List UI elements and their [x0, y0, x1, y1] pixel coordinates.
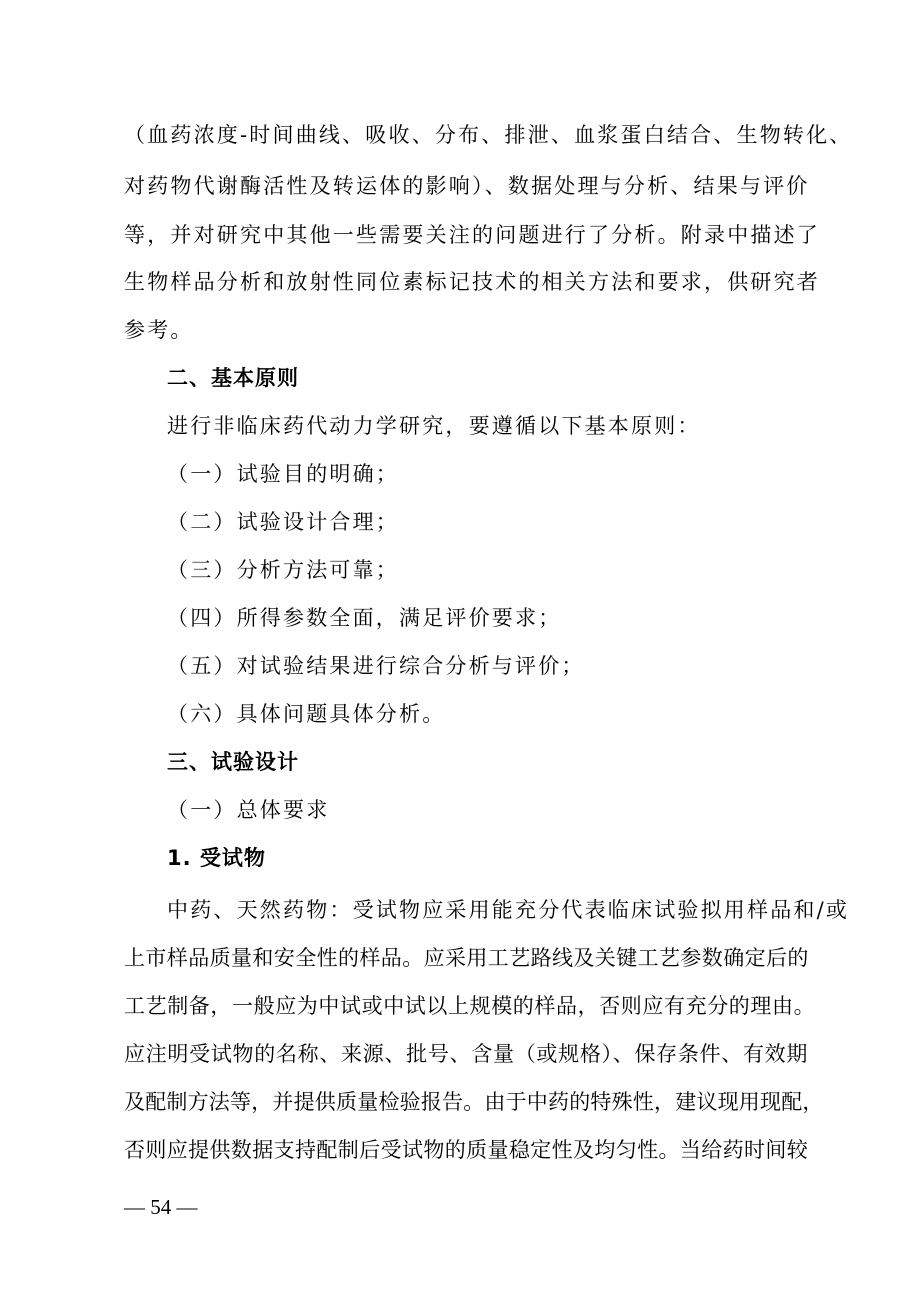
section-3-heading: 三、试验设计 [167, 750, 299, 774]
page-number: — 54 — [124, 1195, 198, 1219]
intro-line-1: （血药浓度-时间曲线、吸收、分布、排泄、血浆蛋白结合、生物转化、 [124, 123, 853, 147]
intro-line-5: 参考。 [124, 318, 194, 342]
principle-item-4: （四）所得参数全面，满足评价要求； [167, 606, 562, 630]
intro-line-2: 对药物代谢酶活性及转运体的影响）、数据处理与分析、结果与评价 [124, 174, 810, 198]
intro-line-4: 生物样品分析和放射性同位素标记技术的相关方法和要求，供研究者 [124, 270, 820, 294]
test-substance-line-3: 工艺制备，一般应为中试或中试以上规模的样品，否则应有充分的理由。 [124, 994, 816, 1018]
intro-line-3: 等，并对研究中其他一些需要关注的问题进行了分析。附录中描述了 [124, 223, 820, 247]
principle-item-6: （六）具体问题具体分析。 [167, 702, 446, 726]
test-substance-line-2: 上市样品质量和安全性的样品。应采用工艺路线及关键工艺参数确定后的 [124, 946, 809, 970]
principle-item-2: （二）试验设计合理； [167, 510, 399, 534]
section-3-subheading: （一）总体要求 [167, 798, 330, 822]
section-2-heading: 二、基本原则 [167, 366, 299, 390]
subsection-1-heading: 1. 受试物 [167, 846, 266, 870]
test-substance-line-4: 应注明受试物的名称、来源、批号、含量（或规格）、保存条件、有效期 [124, 1042, 808, 1066]
test-substance-line-6: 否则应提供数据支持配制后受试物的质量稳定性及均匀性。当给药时间较 [124, 1138, 808, 1162]
test-substance-line-1: 中药、天然药物：受试物应采用能充分代表临床试验拟用样品和/或 [167, 898, 850, 922]
section-2-intro: 进行非临床药代动力学研究，要遵循以下基本原则： [167, 414, 701, 438]
principle-item-1: （一）试验目的明确； [167, 462, 399, 486]
principle-item-5: （五）对试验结果进行综合分析与评价； [167, 654, 585, 678]
test-substance-line-5: 及配制方法等，并提供质量检验报告。由于中药的特殊性，建议现用现配， [124, 1090, 824, 1114]
principle-item-3: （三）分析方法可靠； [167, 558, 399, 582]
